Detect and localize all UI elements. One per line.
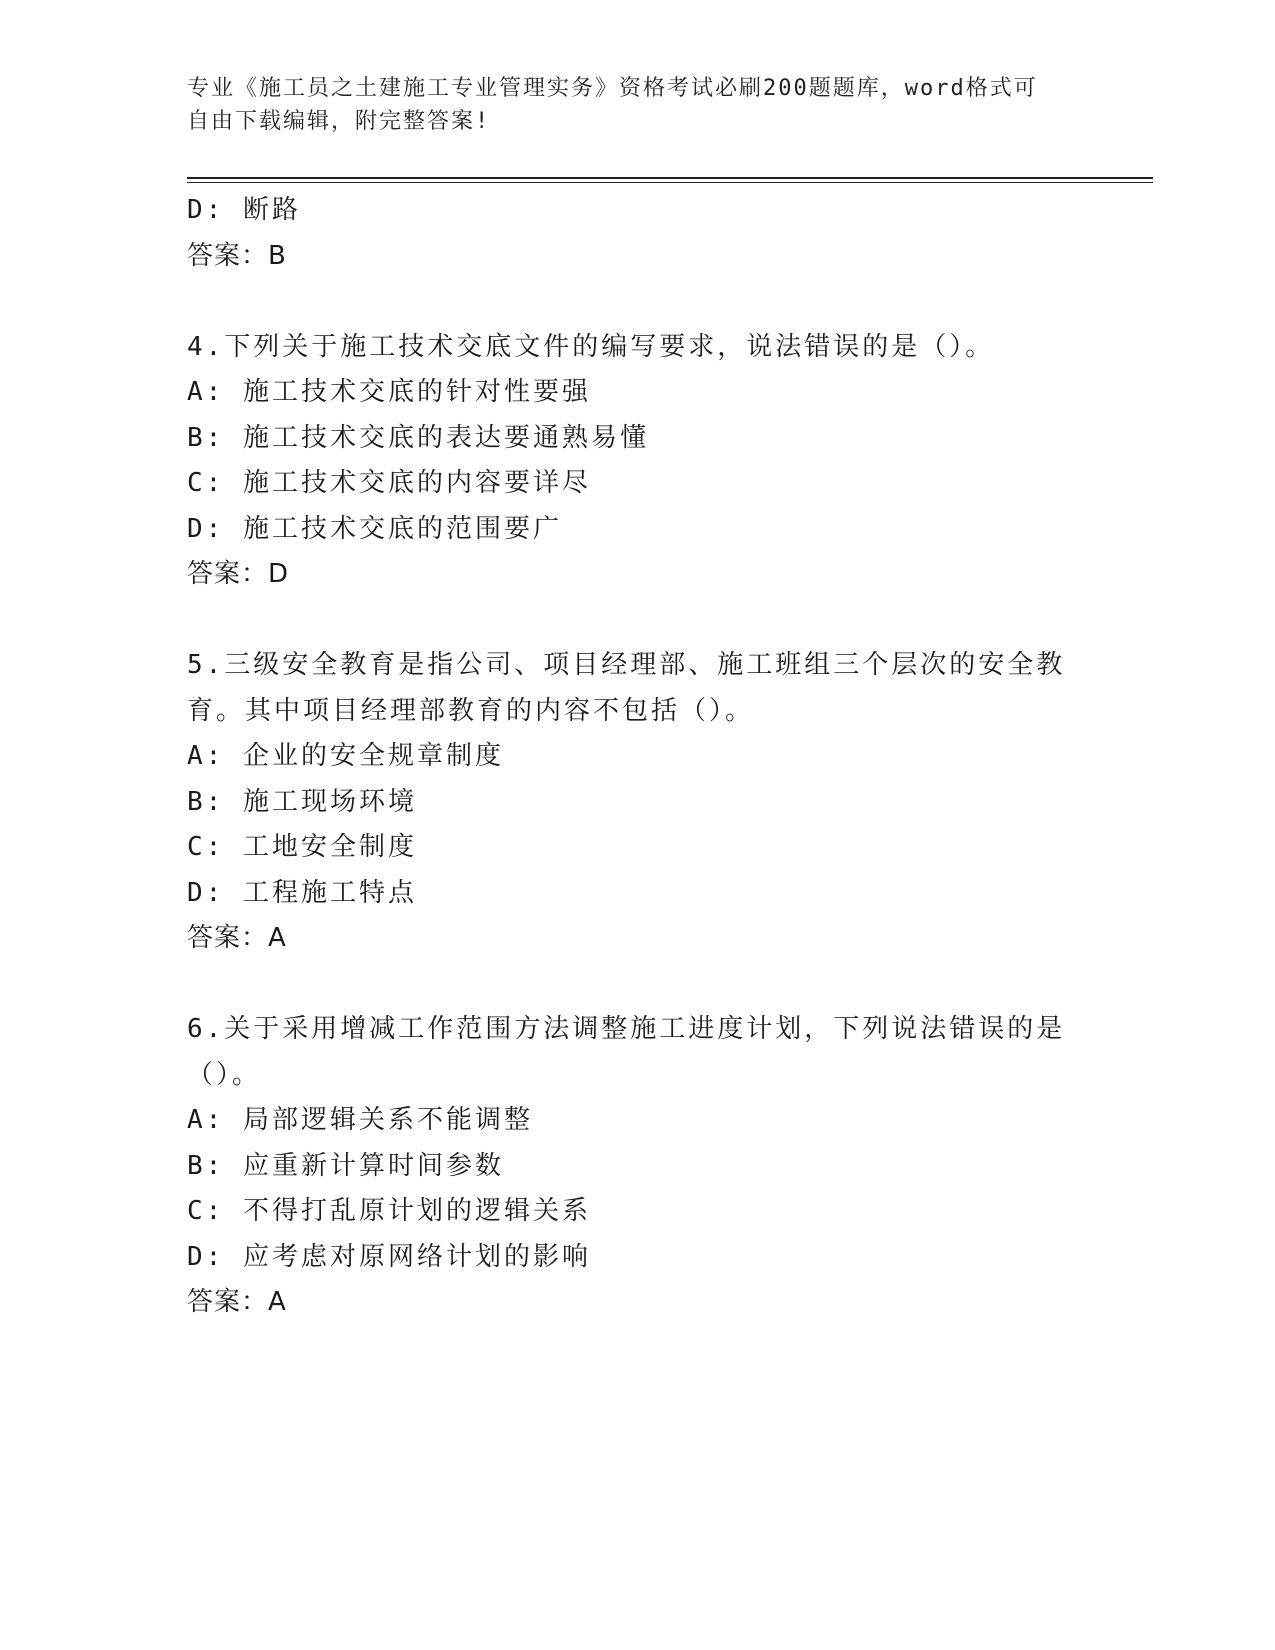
question-stem-line-2: （）。 — [187, 1059, 262, 1090]
answer: 答案：D — [187, 559, 290, 589]
question-5 — [187, 643, 1087, 962]
option-d: D: 应考虑对原网络计划的影响 — [187, 1241, 591, 1272]
question-4 — [187, 325, 1087, 598]
question-stem: 4.下列关于施工技术交底文件的编写要求，说法错误的是（）。 — [187, 331, 995, 362]
question-stem-line-2: 育。其中项目经理部教育的内容不包括（）。 — [187, 695, 755, 726]
option-d: D: 工程施工特点 — [187, 877, 417, 908]
option-a: A: 施工技术交底的针对性要强 — [187, 377, 591, 407]
option-c: C: 工地安全制度 — [187, 832, 417, 862]
document-header — [187, 72, 1067, 138]
option-b: B: 施工现场环境 — [187, 786, 417, 817]
question-stem-line-1: 6.关于采用增减工作范围方法调整施工进度计划，下列说法错误的是 — [187, 1014, 1066, 1044]
option-d: D: 施工技术交底的范围要广 — [187, 513, 562, 544]
header-line-1: 专业《施工员之土建施工专业管理实务》资格考试必刷200题题库，word格式可 — [187, 76, 1038, 101]
prev-question-option-d: D: 断路 — [187, 195, 301, 225]
question-content — [187, 188, 1087, 1326]
header-line-2: 自由下载编辑，附完整答案! — [187, 109, 491, 134]
header-rule-thin — [187, 182, 1153, 183]
option-c: C: 施工技术交底的内容要详尽 — [187, 468, 591, 498]
option-a: A: 企业的安全规章制度 — [187, 741, 504, 771]
prev-question-answer: 答案：B — [187, 240, 287, 271]
option-c: C: 不得打乱原计划的逻辑关系 — [187, 1196, 591, 1226]
question-stem-line-1: 5.三级安全教育是指公司、项目经理部、施工班组三个层次的安全教 — [187, 650, 1066, 680]
option-a: A: 局部逻辑关系不能调整 — [187, 1105, 533, 1135]
spacer — [187, 962, 1087, 1008]
option-b: B: 应重新计算时间参数 — [187, 1150, 504, 1181]
spacer — [187, 279, 1087, 325]
header-rule-thick — [187, 177, 1153, 179]
question-6 — [187, 1007, 1087, 1326]
spacer — [187, 598, 1087, 644]
answer: 答案：A — [187, 923, 287, 953]
option-b: B: 施工技术交底的表达要通熟易懂 — [187, 422, 649, 453]
answer: 答案：A — [187, 1287, 287, 1317]
